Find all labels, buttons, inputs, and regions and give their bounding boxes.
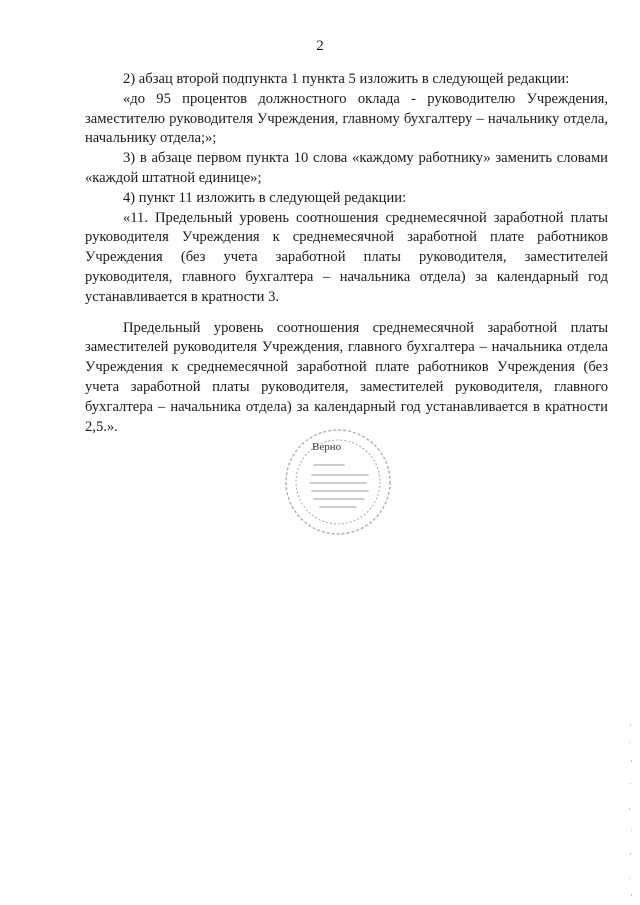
document-body [85, 70, 608, 437]
paragraph-point-11: «11. Предельный уровень соотношения среднемесячной заработной платы руководителя Учреждения к среднемесячной заработной плате работников Учреждения (без учета заработной платы руководителя, заместителей руководителя, главного бухгалтера – начальника отдела) за календарный год устанавливается в кратности 3. [85, 209, 608, 305]
seal-label: Верно [312, 441, 342, 453]
page-number: 2 [316, 38, 324, 54]
paragraph-deputies-ratio: Предельный уровень соотношения среднемесячной заработной платы заместителей руководителя Учреждения, главного бухгалтера – начальника отдела Учреждения к среднемесячной заработной плате работников Учреждения (без учета заработной платы руководителя, заместителей руководителя, главного бухгалтера – начальника отдела) за календарный год устанавливается в кратности 2,5.». [85, 319, 608, 435]
paragraph-item-3: 3) в абзаце первом пункта 10 слова «каждому работнику» заменить словами «каждой штатной единице»; [85, 150, 608, 186]
official-seal [272, 420, 412, 550]
paragraph-item-4: 4) пункт 11 изложить в следующей редакции: [123, 189, 407, 206]
paragraph-quote-bonus: «до 95 процентов должностного оклада - руководителю Учреждения, заместителю руководителя Учреждения, главному бухгалтеру – начальнику отдела, начальнику отдела;»; [85, 90, 608, 147]
scan-edge-noise [624, 720, 634, 900]
paragraph-item-2: 2) абзац второй подпункта 1 пункта 5 изложить в следующей редакции: [123, 71, 570, 87]
